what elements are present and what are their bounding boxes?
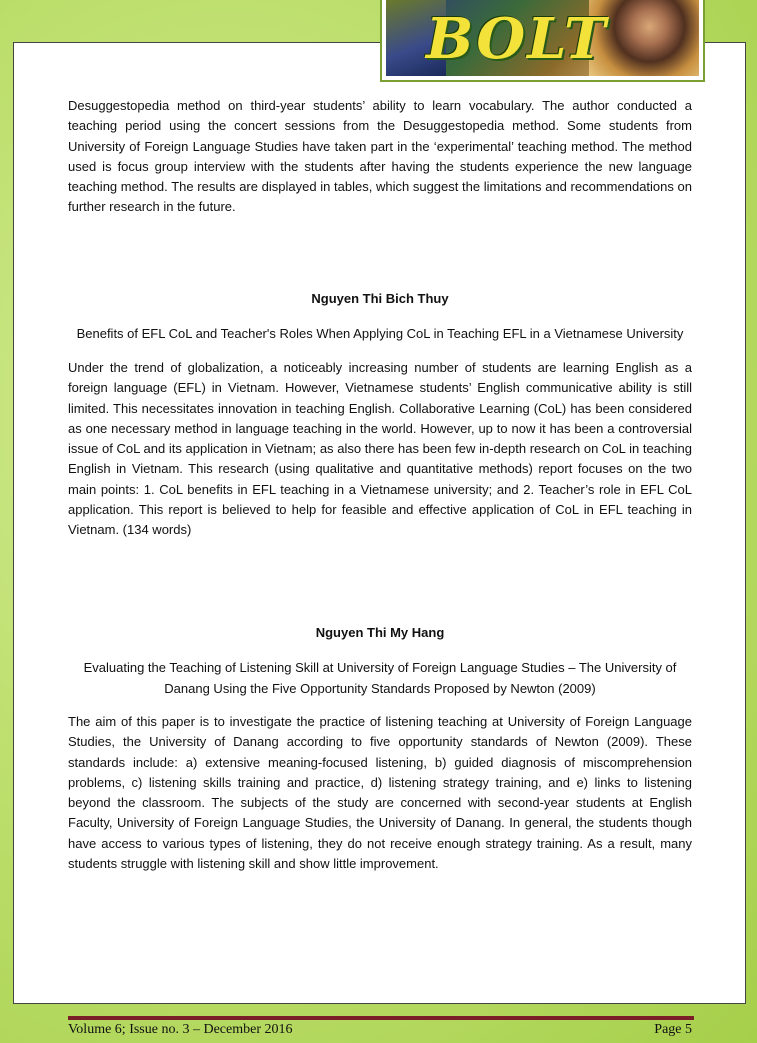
abstract-paragraph: The aim of this paper is to investigate the practice of listening teaching at University of Foreign Language Studies, the University of Danang according to five opportunity standards of Newton (2009). These standards include: a) extensive meaning-focused listening, b) guided diagnosis of miscomprehension problems, c) listening skills training and practice, d) listening strategy training, and e) links to listening beyond the classroom. The subjects of the study are concerned with second-year students at English Faculty, University of Foreign Language Studies, the University of Danang. In general, the students though have access to various types of listening, they do not receive enough strategy training. As a result, many students struggle with listening skill and show little improvement. xyxy=(68,714,692,872)
abstract-entry-2 xyxy=(68,625,692,640)
abstract-entry-1-title-wrap xyxy=(68,323,692,344)
logo-text: BOLT xyxy=(426,6,608,72)
footer-issue: Volume 6; Issue no. 3 – December 2016 xyxy=(68,1022,293,1037)
footer-page-number: Page 5 xyxy=(654,1022,692,1037)
author-name: Nguyen Thi My Hang xyxy=(315,625,445,640)
author-name: Nguyen Thi Bich Thuy xyxy=(311,291,449,306)
paper-title: Benefits of EFL CoL and Teacher's Roles When Applying CoL in Teaching EFL in a Vietnamese University xyxy=(76,326,684,341)
abstract-entry-1-body xyxy=(68,358,692,541)
abstract-entry-1 xyxy=(68,291,692,306)
paper-title: Evaluating the Teaching of Listening Skill at University of Foreign Language Studies – The University of Danang Using the Five Opportunity Standards Proposed by Newton (2009) xyxy=(83,660,677,696)
logo-banner xyxy=(386,0,699,76)
intro-paragraph: Desuggestopedia method on third-year students’ ability to learn vocabulary. The author conducted a teaching period using the concert sessions from the Desuggestopedia method. Some students from University of Foreign Language Studies have taken part in the ‘experimental’ teaching method. The method used is focus group interview with the students after having the students experience the new language teaching method. The results are displayed in tables, which suggest the limitations and recommendations on further research in the future. xyxy=(68,98,692,215)
footer-rule xyxy=(68,1016,694,1020)
abstract-entry-2-body xyxy=(68,712,692,874)
bolt-logo xyxy=(380,0,705,82)
intro-section xyxy=(68,96,692,218)
abstract-entry-2-title-wrap xyxy=(68,657,692,699)
abstract-paragraph: Under the trend of globalization, a noticeably increasing number of students are learning English as a foreign language (EFL) in Vietnam. However, Vietnamese students’ English communicative ability is still limited. This necessitates innovation in teaching English. Collaborative Learning (CoL) has been considered as one necessary method in language teaching in the world. However, up to now it has been a controversial issue of CoL and its application in Vietnam; as also there has been few in-depth research on CoL in teaching English in Vietnam. This research (using qualitative and quantitative methods) report focuses on the two main points: 1. CoL benefits in EFL teaching in a Vietnamese university; and 2. Teacher’s role in EFL CoL application. This report is believed to help for feasible and effective application of CoL in EFL teaching in Vietnam. (134 words) xyxy=(68,360,692,538)
